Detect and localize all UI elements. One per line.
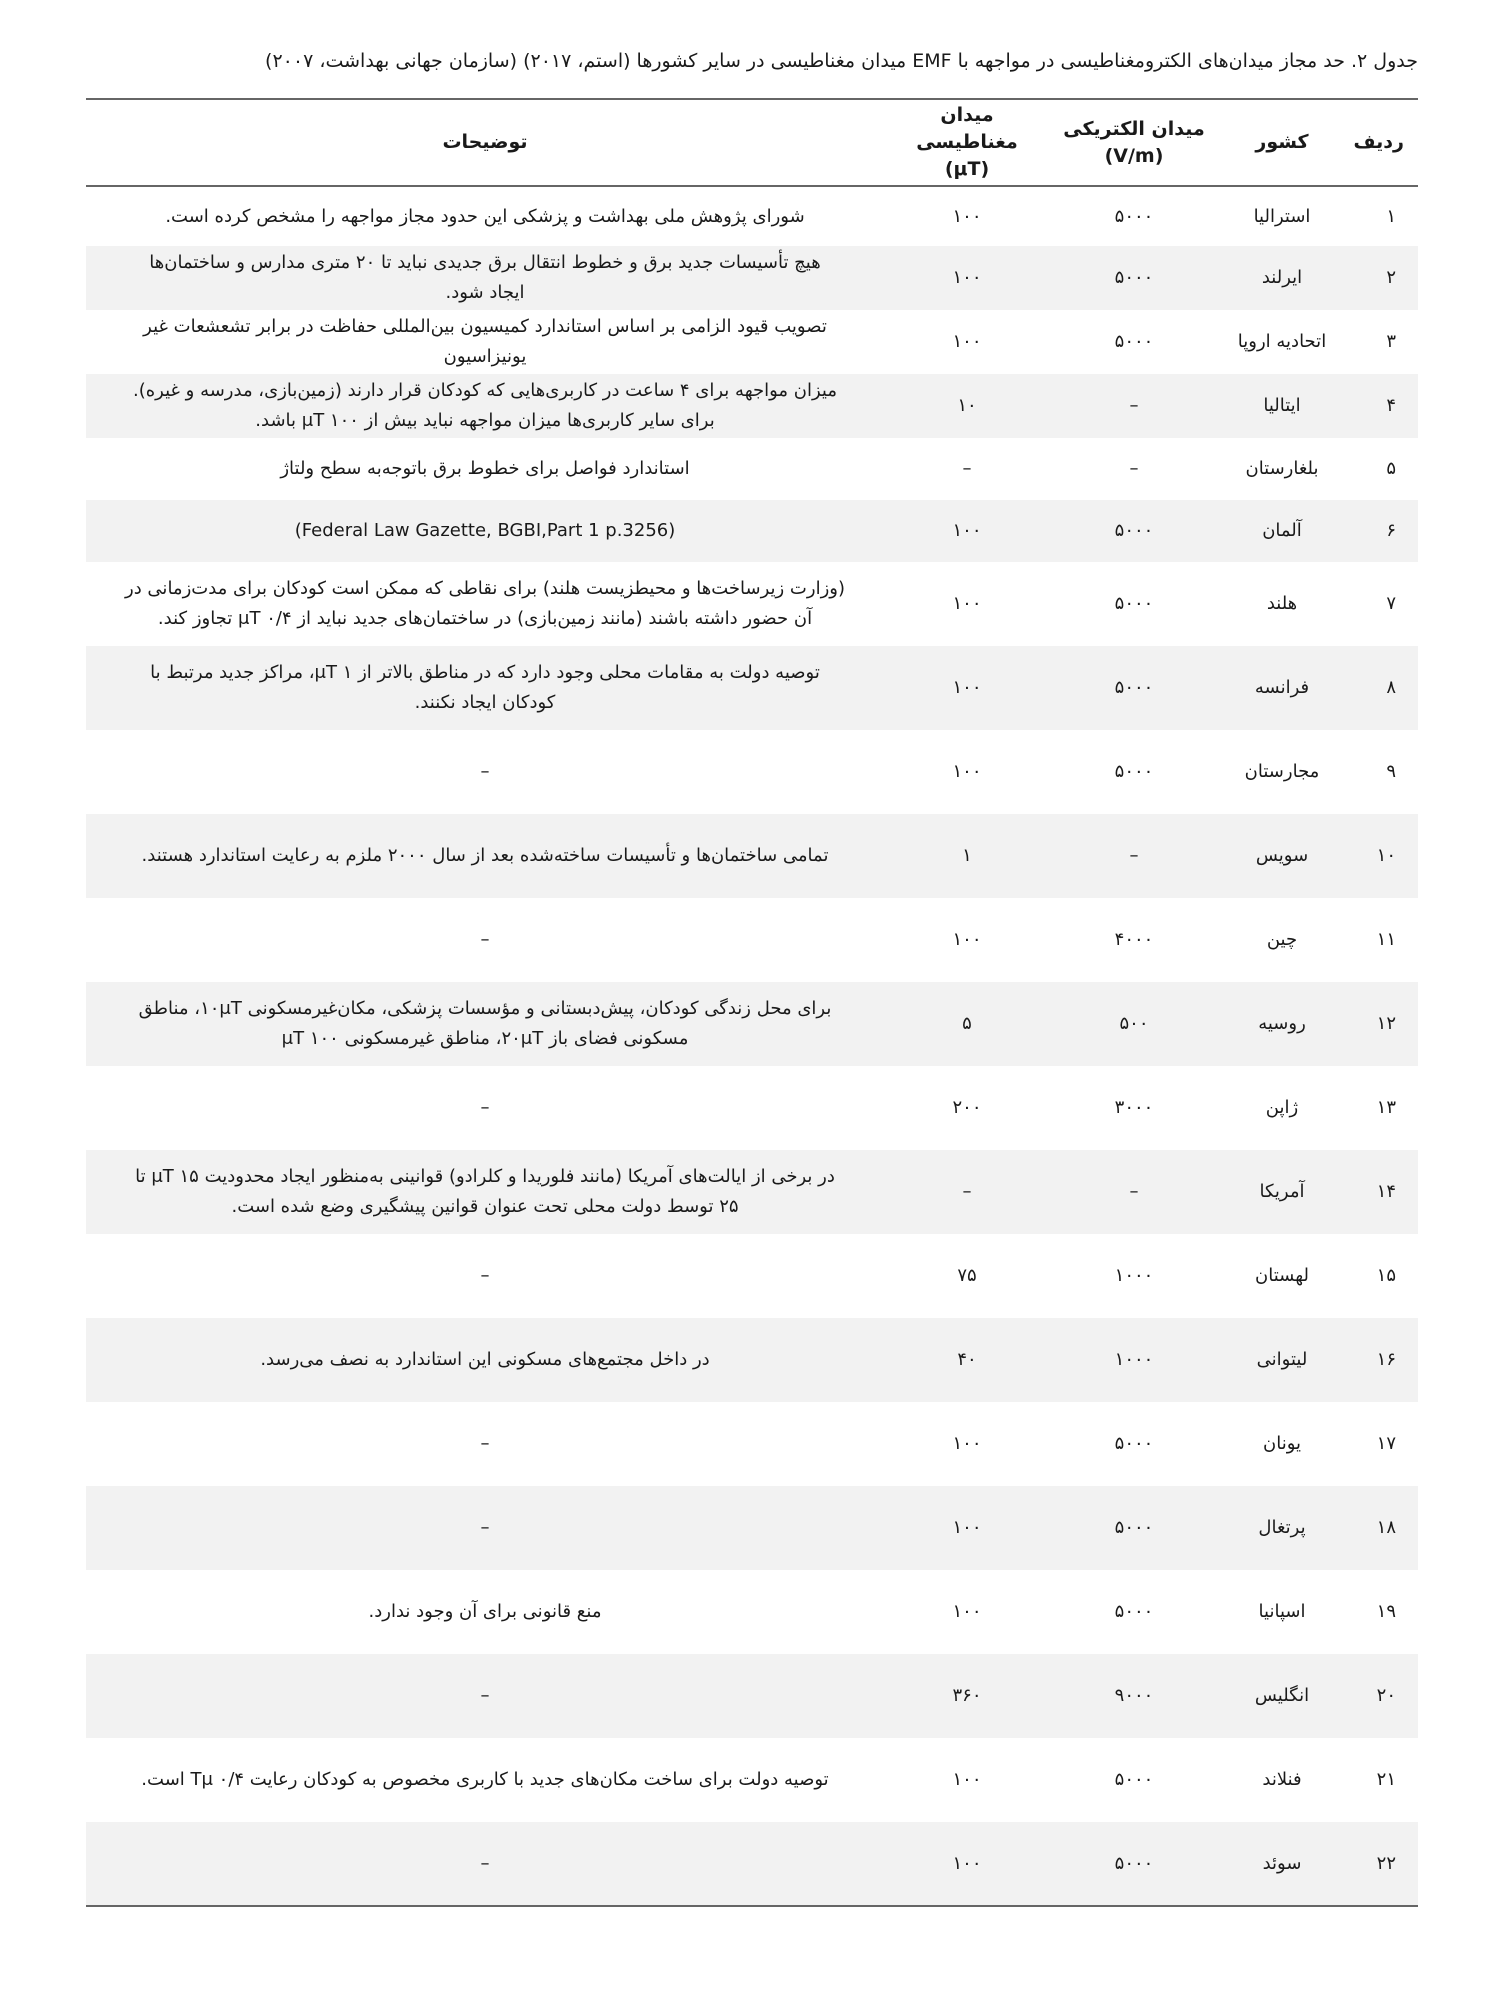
row-number-cell: ۱۳ <box>1376 1097 1396 1118</box>
description-line: – <box>480 1265 490 1286</box>
electric-field-cell: – <box>1129 458 1139 479</box>
description-line: در داخل مجتمع‌های مسکونی این استاندارد به نصف می‌رسد. <box>260 1349 710 1370</box>
table-row <box>86 186 1418 246</box>
country-cell: لیتوانی <box>1218 1318 1346 1402</box>
table-row <box>86 898 1418 982</box>
description-cell <box>86 310 884 374</box>
row-number-cell: ۴ <box>1346 374 1418 438</box>
table-row <box>86 1234 1418 1318</box>
table-row <box>86 646 1418 730</box>
description-cell <box>86 500 884 562</box>
description-line: آن حضور داشته باشند (مانند زمین‌بازی) در ساختمان‌های جدید نباید از μT ۰/۴ تجاوز کند. <box>157 608 813 629</box>
country-cell: بلغارستان <box>1245 458 1319 479</box>
electric-field-cell: ۴۰۰۰ <box>1114 929 1154 950</box>
description-line: مسکونی فضای باز ۲۰μT، مناطق غیرمسکونی μT ۱۰۰ <box>281 1028 689 1049</box>
header-magnetic-unit: (μT) <box>944 158 990 180</box>
magnetic-field-cell: ۱۰۰ <box>952 1769 982 1790</box>
magnetic-field-cell: ۱۰۰ <box>952 1601 982 1622</box>
description-line: توصیه دولت برای ساخت مکان‌های جدید با کاربری مخصوص به کودکان رعایت Tμ ۰/۴ است. <box>141 1769 829 1790</box>
country-cell: چین <box>1266 929 1298 950</box>
country-cell: ایرلند <box>1218 246 1346 310</box>
country-cell: استرالیا <box>1253 205 1311 227</box>
table-row <box>86 1822 1418 1906</box>
description-cell <box>86 898 884 982</box>
electric-field-cell: – <box>1050 1150 1218 1234</box>
row-number-cell: ۱۸ <box>1346 1486 1418 1570</box>
row-number-cell: ۲۰ <box>1346 1654 1418 1738</box>
electric-field-cell: ۵۰۰۰ <box>1050 246 1218 310</box>
row-number-cell: ۲۲ <box>1346 1822 1418 1906</box>
country-cell: اتحادیه اروپا <box>1237 331 1327 352</box>
description-line: – <box>480 929 490 950</box>
description-cell <box>86 1822 884 1906</box>
row-number-cell: ۸ <box>1346 646 1418 730</box>
description-line: برای محل زندگی کودکان، پیش‌دبستانی و مؤسسات پزشکی، مکان‌غیرمسکونی ۱۰μT، مناطق <box>138 998 832 1019</box>
magnetic-field-cell: ۱۰۰ <box>952 761 982 782</box>
header-electric-field <box>1050 99 1218 186</box>
description-line: ایجاد شود. <box>445 282 525 303</box>
description-line: – <box>480 1685 490 1706</box>
description-line: منع قانونی برای آن وجود ندارد. <box>368 1601 602 1622</box>
country-cell: اسپانیا <box>1258 1601 1306 1622</box>
table-row <box>86 1486 1418 1570</box>
row-number-cell: ۱۷ <box>1376 1433 1396 1454</box>
table-row <box>86 1738 1418 1822</box>
description-cell <box>86 1738 884 1822</box>
table-header-row <box>86 99 1418 186</box>
description-cell <box>86 1066 884 1150</box>
table-row <box>86 246 1418 310</box>
country-cell: سوئد <box>1218 1822 1346 1906</box>
row-number-cell: ۱۹ <box>1376 1601 1396 1622</box>
description-line: تصویب قیود الزامی بر اساس استاندارد کمیسیون بین‌المللی حفاظت در برابر تشعشعات غیر <box>143 316 827 337</box>
description-cell <box>86 1402 884 1486</box>
magnetic-field-cell: ۱۰۰ <box>952 1433 982 1454</box>
magnetic-field-cell: ۱۰۰ <box>884 246 1050 310</box>
row-number-cell: ۲ <box>1346 246 1418 310</box>
country-cell: سویس <box>1218 814 1346 898</box>
description-line: – <box>480 761 490 782</box>
description-line: تمامی ساختمان‌ها و تأسیسات ساخته‌شده بعد از سال ۲۰۰۰ ملزم به رعایت استاندارد هستند. <box>141 845 829 866</box>
description-line: (Federal Law Gazette, BGBI,Part 1 p.3256) <box>294 520 676 541</box>
row-number-cell: ۱ <box>1386 205 1396 227</box>
country-cell: آلمان <box>1218 500 1346 562</box>
country-cell: روسیه <box>1218 982 1346 1066</box>
description-cell <box>86 814 884 898</box>
row-number-cell: ۱۴ <box>1346 1150 1418 1234</box>
row-number-cell: ۳ <box>1386 331 1396 352</box>
magnetic-field-cell: ۱۰ <box>884 374 1050 438</box>
table-row <box>86 1570 1418 1654</box>
description-cell <box>86 246 884 310</box>
description-line: – <box>480 1517 490 1538</box>
country-cell: فرانسه <box>1218 646 1346 730</box>
description-line: – <box>480 1097 490 1118</box>
magnetic-field-cell: ۱۰۰ <box>952 929 982 950</box>
electric-field-cell: ۹۰۰۰ <box>1050 1654 1218 1738</box>
emf-limits-table <box>86 98 1418 1907</box>
description-line: ۲۵ توسط دولت محلی تحت عنوان قوانین پیشگیری وضع شده است. <box>231 1196 739 1217</box>
description-cell <box>86 982 884 1066</box>
table-row <box>86 438 1418 500</box>
description-line: در برخی از ایالت‌های آمریکا (مانند فلوریدا و کلرادو) قوانینی به‌منظور ایجاد محدودیت μT ۱۵ تا <box>135 1166 835 1187</box>
electric-field-cell: ۵۰۰۰ <box>1114 205 1154 227</box>
table-row <box>86 730 1418 814</box>
description-line: شورای پژوهش ملی بهداشت و پزشکی این حدود مجاز مواجهه را مشخص کرده است. <box>165 205 805 227</box>
magnetic-field-cell: – <box>884 1150 1050 1234</box>
table-row <box>86 814 1418 898</box>
country-cell: هلند <box>1266 593 1298 614</box>
magnetic-field-cell: ۱۰۰ <box>884 1486 1050 1570</box>
header-magnetic-title: میدان مغناطیسی <box>916 104 1018 153</box>
magnetic-field-cell: ۱۰۰ <box>884 500 1050 562</box>
electric-field-cell: ۳۰۰۰ <box>1114 1097 1154 1118</box>
magnetic-field-cell: ۱۰۰ <box>952 331 982 352</box>
row-number-cell: ۷ <box>1386 593 1396 614</box>
magnetic-field-cell: ۱۰۰ <box>952 205 982 227</box>
electric-field-cell: ۱۰۰۰ <box>1050 1318 1218 1402</box>
description-line: استاندارد فواصل برای خطوط برق باتوجه‌به سطح ولتاژ <box>280 458 690 479</box>
description-cell <box>86 1570 884 1654</box>
country-cell: ژاپن <box>1265 1097 1299 1118</box>
electric-field-cell: ۵۰۰۰ <box>1050 500 1218 562</box>
magnetic-field-cell: ۳۶۰ <box>884 1654 1050 1738</box>
table-caption: جدول ۲. حد مجاز میدان‌های الکترومغناطیسی در مواجهه با EMF میدان مغناطیسی در سایر کشورها (استم، ۲۰۱۷) (سازمان جهانی بهداشت، ۲۰۰۷) <box>265 50 1418 72</box>
table-row <box>86 1150 1418 1234</box>
header-electric-title: میدان الکتریکی <box>1063 117 1205 140</box>
table-row <box>86 310 1418 374</box>
magnetic-field-cell: ۱۰۰ <box>952 593 982 614</box>
row-number-cell: ۱۰ <box>1346 814 1418 898</box>
electric-field-cell: ۵۰۰۰ <box>1050 1486 1218 1570</box>
magnetic-field-cell: – <box>962 458 972 479</box>
country-cell: یونان <box>1262 1433 1302 1454</box>
header-magnetic-field <box>884 99 1050 186</box>
description-line: میزان مواجهه برای ۴ ساعت در کاربری‌هایی که کودکان قرار دارند (زمین‌بازی، مدرسه و غیره). <box>132 380 837 401</box>
table-row <box>86 500 1418 562</box>
description-line: کودکان ایجاد نکنند. <box>414 692 556 713</box>
description-cell <box>86 1654 884 1738</box>
country-cell: پرتغال <box>1218 1486 1346 1570</box>
table-row <box>86 982 1418 1066</box>
table-row <box>86 374 1418 438</box>
row-number-cell: ۱۲ <box>1346 982 1418 1066</box>
magnetic-field-cell: ۷۵ <box>957 1265 977 1286</box>
description-cell <box>86 562 884 646</box>
electric-field-cell: ۵۰۰۰ <box>1050 646 1218 730</box>
electric-field-cell: ۵۰۰۰ <box>1114 331 1154 352</box>
row-number-cell: ۹ <box>1386 761 1396 782</box>
electric-field-cell: ۵۰۰۰ <box>1114 593 1154 614</box>
description-line: – <box>480 1433 490 1454</box>
header-radif: ردیف <box>1353 131 1404 153</box>
electric-field-cell: – <box>1050 374 1218 438</box>
electric-field-cell: ۱۰۰۰ <box>1114 1265 1154 1286</box>
description-cell <box>86 1486 884 1570</box>
row-number-cell: ۵ <box>1386 458 1396 479</box>
row-number-cell: ۲۱ <box>1376 1769 1396 1790</box>
description-line: هیچ تأسیسات جدید برق و خطوط انتقال برق جدیدی نباید تا ۲۰ متری مدارس و ساختمان‌ها <box>149 252 821 273</box>
country-cell: آمریکا <box>1218 1150 1346 1234</box>
magnetic-field-cell: ۱۰۰ <box>884 1822 1050 1906</box>
electric-field-cell: ۵۰۰ <box>1050 982 1218 1066</box>
header-electric-unit: (V/m) <box>1104 144 1164 167</box>
row-number-cell: ۱۱ <box>1376 929 1396 950</box>
magnetic-field-cell: ۲۰۰ <box>952 1097 982 1118</box>
electric-field-cell: ۵۰۰۰ <box>1114 761 1154 782</box>
header-description: توضیحات <box>442 131 528 153</box>
electric-field-cell: ۵۰۰۰ <box>1114 1433 1154 1454</box>
magnetic-field-cell: ۵ <box>884 982 1050 1066</box>
description-cell <box>86 1318 884 1402</box>
country-cell: لهستان <box>1255 1265 1309 1286</box>
description-line: برای سایر کاربری‌ها میزان مواجهه نباید بیش از μT ۱۰۰ باشد. <box>255 410 715 431</box>
table-row <box>86 1402 1418 1486</box>
description-line: (وزارت زیرساخت‌ها و محیطزیست هلند) برای نقاطی که ممکن است کودکان برای مدت‌زمانی در <box>125 578 845 599</box>
country-cell: انگلیس <box>1218 1654 1346 1738</box>
row-number-cell: ۱۵ <box>1376 1265 1396 1286</box>
description-line: توصیه دولت به مقامات محلی وجود دارد که در مناطق بالاتر از μT ۱، مراکز جدید مرتبط با <box>150 662 820 683</box>
table-row <box>86 1318 1418 1402</box>
table-row <box>86 1066 1418 1150</box>
electric-field-cell: ۵۰۰۰ <box>1114 1769 1154 1790</box>
magnetic-field-cell: ۴۰ <box>884 1318 1050 1402</box>
description-cell <box>86 186 884 246</box>
description-cell <box>86 438 884 500</box>
description-cell <box>86 730 884 814</box>
description-cell <box>86 646 884 730</box>
header-country: کشور <box>1255 131 1309 153</box>
electric-field-cell: ۵۰۰۰ <box>1050 1822 1218 1906</box>
description-cell <box>86 1234 884 1318</box>
electric-field-cell: ۵۰۰۰ <box>1114 1601 1154 1622</box>
row-number-cell: ۱۶ <box>1346 1318 1418 1402</box>
row-number-cell: ۶ <box>1346 500 1418 562</box>
country-cell: مجارستان <box>1244 761 1320 782</box>
description-cell <box>86 1150 884 1234</box>
description-line: یونیزاسیون <box>443 346 527 367</box>
country-cell: فنلاند <box>1262 1769 1302 1790</box>
description-line: – <box>480 1852 490 1874</box>
table-row <box>86 1654 1418 1738</box>
electric-field-cell: – <box>1050 814 1218 898</box>
magnetic-field-cell: ۱ <box>884 814 1050 898</box>
table-row <box>86 562 1418 646</box>
country-cell: ایتالیا <box>1218 374 1346 438</box>
magnetic-field-cell: ۱۰۰ <box>884 646 1050 730</box>
description-cell <box>86 374 884 438</box>
